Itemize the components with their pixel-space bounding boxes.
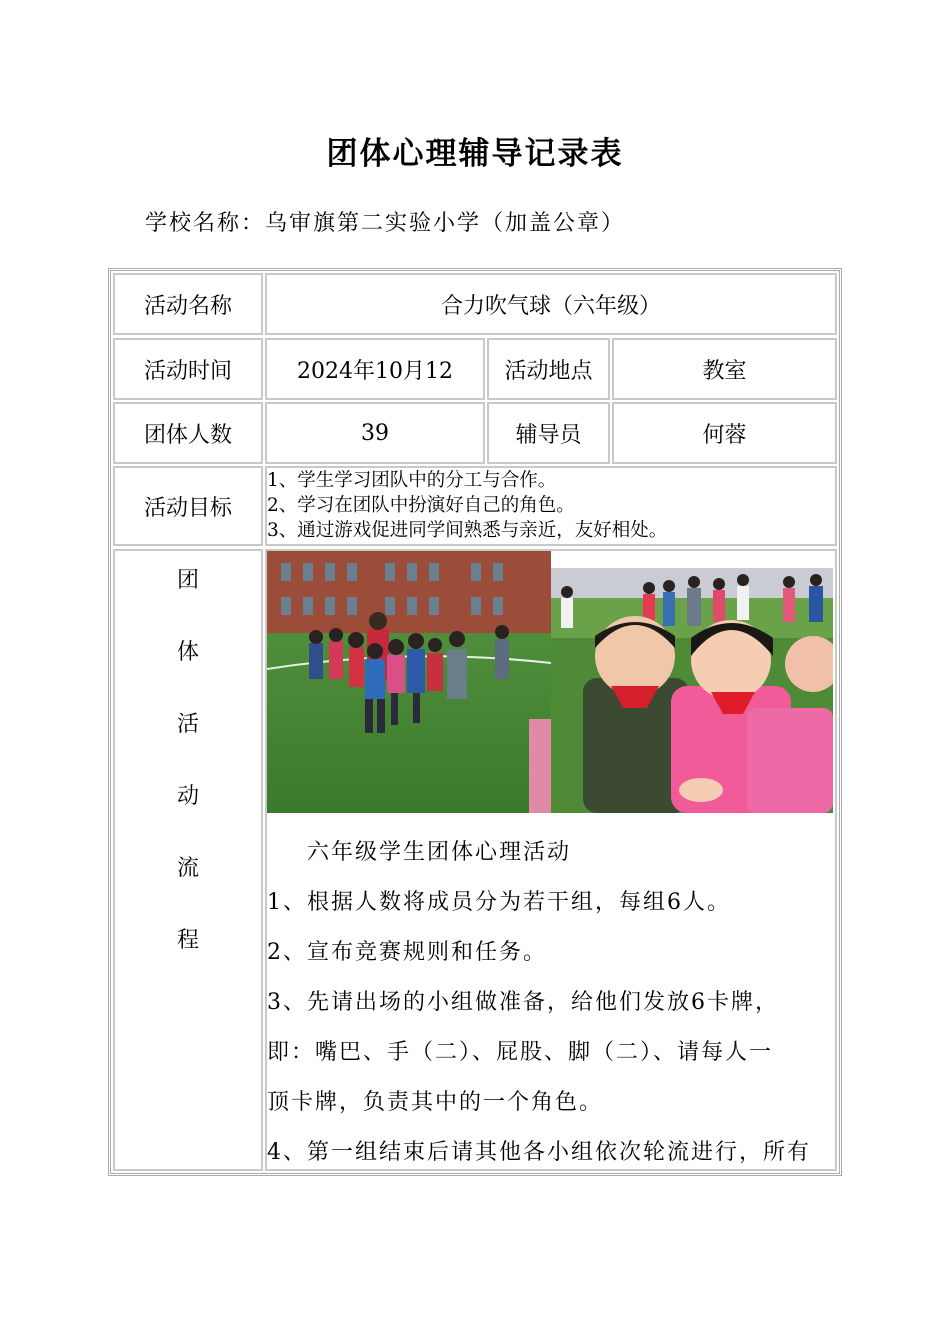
activity-name-value: 合力吹气球（六年级） — [265, 273, 837, 335]
school-name: 学校名称：乌审旗第二实验小学（加盖公章） — [145, 211, 626, 236]
goal-item: 2、学习在团队中扮演好自己的角色。 — [267, 495, 575, 516]
process-line: 即：嘴巴、手（二）、屁股、脚（二）、请每人一 — [267, 1040, 774, 1065]
activity-time-label: 活动时间 — [113, 338, 263, 400]
process-label-char: 团 — [176, 568, 199, 593]
activity-place-value: 教室 — [612, 338, 837, 400]
activity-photo-2 — [551, 568, 833, 813]
process-label-char: 活 — [176, 712, 199, 737]
group-count-label: 团体人数 — [113, 402, 263, 464]
activity-name-label: 活动名称 — [113, 273, 263, 335]
process-content — [265, 549, 837, 1171]
process-line: 顶卡牌，负责其中的一个角色。 — [267, 1090, 604, 1115]
process-line: 4、第一组结束后请其他各小组依次轮流进行，所有 — [267, 1140, 811, 1165]
process-label-char: 动 — [176, 784, 199, 809]
page-title: 团体心理辅导记录表 — [326, 136, 624, 172]
process-line: 3、先请出场的小组做准备，给他们发放6卡牌， — [267, 990, 779, 1015]
group-count-value: 39 — [265, 402, 485, 464]
activity-goal-list — [265, 466, 837, 546]
goal-item: 1、学生学习团队中的分工与合作。 — [267, 470, 557, 491]
process-line: 六年级学生团体心理活动 — [307, 840, 572, 865]
activity-photo-1 — [267, 551, 551, 813]
process-label-char: 流 — [176, 856, 199, 881]
process-label-char: 程 — [176, 928, 199, 953]
activity-place-label: 活动地点 — [487, 338, 610, 400]
process-line: 2、宣布竞赛规则和任务。 — [267, 940, 547, 965]
activity-goal-label: 活动目标 — [113, 466, 263, 546]
goal-item: 3、通过游戏促进同学间熟悉与亲近，友好相处。 — [267, 520, 668, 541]
counselor-label: 辅导员 — [487, 402, 610, 464]
process-line: 1、根据人数将成员分为若干组，每组6人。 — [267, 890, 731, 915]
counselor-value: 何蓉 — [612, 402, 837, 464]
process-label — [113, 549, 263, 1171]
activity-time-value: 2024年10月12 — [265, 338, 485, 400]
process-label-char: 体 — [176, 640, 199, 665]
